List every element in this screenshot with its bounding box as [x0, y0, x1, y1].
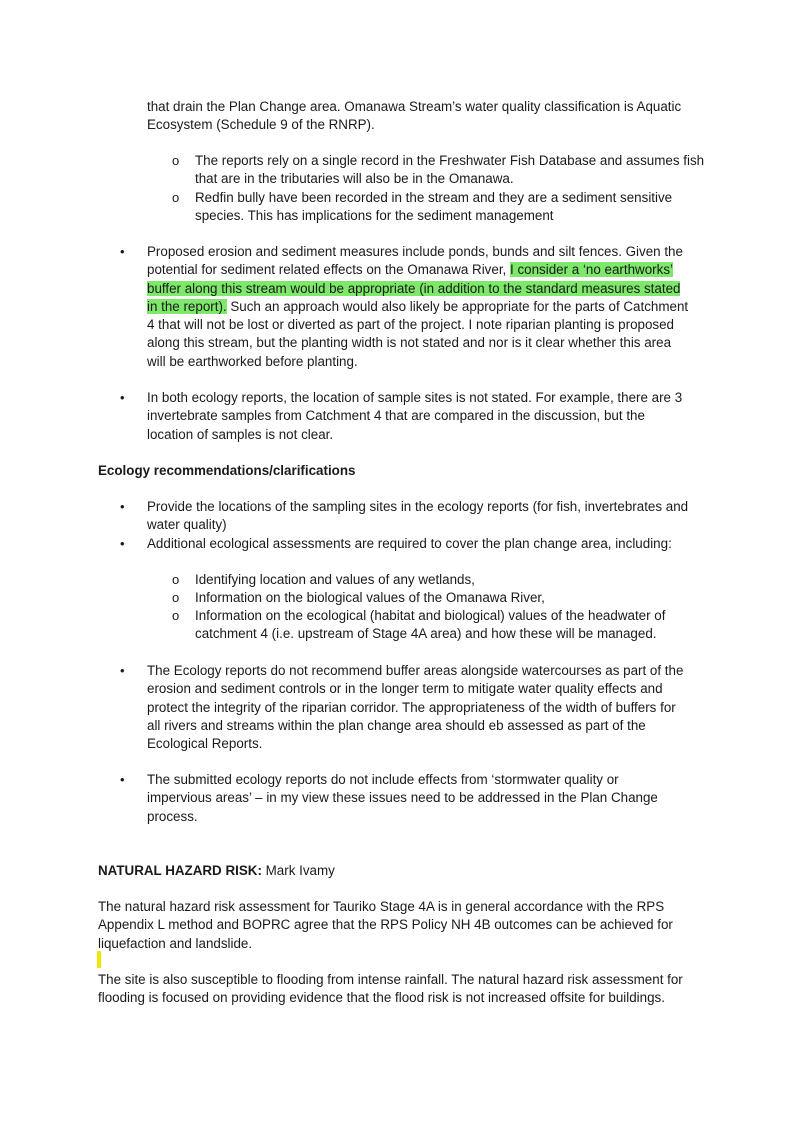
text-line: liquefaction and landslide.: [98, 935, 253, 951]
sub-list-item: [172, 189, 772, 226]
bullet-item-stormwater: [120, 771, 760, 826]
text-line: erosion and sediment controls or in the longer term to mitigate water quality effects and: [147, 681, 663, 697]
yellow-mark-icon: [97, 951, 101, 968]
text-line: Redfin bully have been recorded in the stream and they are a sediment sensitive: [195, 190, 673, 205]
hazard-paragraph-2: [98, 971, 778, 1008]
bullet-icon: •: [120, 772, 125, 787]
bullet-item-locations: [120, 498, 760, 535]
text-run: potential for sediment related effects on the Omanawa River,: [147, 262, 510, 278]
text-line: Appendix L method and BOPRC agree that the RPS Policy NH 4B outcomes can be achieved for: [98, 917, 673, 933]
bullet-item-additional: [120, 535, 760, 553]
text-line: [147, 298, 760, 316]
text-line: water quality): [147, 517, 227, 533]
sub-list-item: [172, 571, 772, 589]
circle-bullet-icon: o: [172, 608, 180, 623]
highlighted-text: in the report).: [147, 298, 227, 314]
highlighted-text: buffer along this stream would be appropriate (in addition to the standard measures stated: [147, 280, 681, 296]
text-line: Provide the locations of the sampling sites in the ecology reports (for fish, invertebrates and: [147, 499, 689, 514]
bullet-item-buffers: [120, 662, 760, 753]
text-run: Such an approach would also likely be appropriate for the parts of Catchment: [226, 298, 689, 314]
circle-bullet-icon: o: [172, 590, 180, 605]
bullet-icon: •: [120, 244, 125, 259]
heading-bold: NATURAL HAZARD RISK:: [98, 863, 262, 878]
bullet-item-erosion: [120, 243, 760, 371]
text-line: that drain the Plan Change area. Omanawa Stream’s water quality classification is Aquatic: [147, 99, 682, 114]
text-line: species. This has implications for the sediment management: [195, 208, 554, 224]
text-line: The reports rely on a single record in the Freshwater Fish Database and assumes fish: [195, 153, 705, 168]
sub-list-item: [172, 607, 772, 644]
text-line: impervious areas’ – in my view these issues need to be addressed in the Plan Change: [147, 790, 658, 806]
text-line: invertebrate samples from Catchment 4 that are compared in the discussion, but the: [147, 408, 645, 424]
edit-marker: [97, 951, 101, 973]
text-line: The Ecology reports do not recommend buffer areas alongside watercourses as part of the: [147, 663, 684, 678]
section-heading-hazard: [98, 862, 335, 880]
circle-bullet-icon: o: [172, 572, 180, 587]
text-line: 4 that will not be lost or diverted as part of the project. I note riparian planting is proposed: [147, 317, 675, 333]
text-line: [147, 280, 760, 298]
text-line: The site is also susceptible to flooding from intense rainfall. The natural hazard risk assessment for: [98, 972, 683, 987]
sub-list-item: [172, 589, 772, 607]
text-line: along this stream, but the planting width is not stated and nor is it clear whether this area: [147, 335, 672, 351]
text-line: Ecological Reports.: [147, 736, 263, 752]
bullet-icon: •: [120, 499, 125, 514]
text-line: The natural hazard risk assessment for Tauriko Stage 4A is in general accordance with the RPS: [98, 899, 665, 914]
text-line: Proposed erosion and sediment measures include ponds, bunds and silt fences. Given the: [147, 244, 683, 259]
text-line: flooding is focused on providing evidence that the flood risk is not increased offsite for buildings.: [98, 990, 665, 1006]
bullet-item-sample-sites: [120, 389, 760, 444]
bullet-icon: •: [120, 390, 125, 405]
text-line: Information on the ecological (habitat and biological) values of the headwater of: [195, 608, 666, 623]
highlighted-text: I consider a ‘no earthworks’: [510, 262, 673, 278]
text-line: will be earthworked before planting.: [147, 353, 358, 369]
circle-bullet-icon: o: [172, 190, 180, 205]
text-line: [147, 261, 760, 279]
bullet-icon: •: [120, 536, 125, 551]
text-line: all rivers and streams within the plan change area should eb assessed as part of the: [147, 717, 646, 733]
text-line: process.: [147, 808, 198, 824]
text-line: location of samples is not clear.: [147, 426, 334, 442]
text-line: catchment 4 (i.e. upstream of Stage 4A area) and how these will be managed.: [195, 626, 657, 642]
text-line: Identifying location and values of any wetlands,: [195, 572, 475, 587]
heading-author: Mark Ivamy: [261, 863, 335, 878]
section-heading: Ecology recommendations/clarifications: [98, 463, 356, 478]
hazard-paragraph-1: [98, 898, 778, 953]
intro-paragraph: [147, 98, 767, 135]
text-line: Ecosystem (Schedule 9 of the RNRP).: [147, 117, 375, 133]
text-line: In both ecology reports, the location of sample sites is not stated. For example, there are 3: [147, 390, 683, 405]
circle-bullet-icon: o: [172, 153, 180, 168]
text-line: protect the integrity of the riparian corridor. The appropriateness of the width of buffers for: [147, 699, 676, 715]
text-line: Information on the biological values of the Omanawa River,: [195, 590, 545, 605]
bullet-icon: •: [120, 663, 125, 678]
text-line: that are in the tributaries will also be in the Omanawa.: [195, 171, 514, 187]
text-line: The submitted ecology reports do not include effects from ‘stormwater quality or: [147, 772, 619, 787]
text-line: Additional ecological assessments are required to cover the plan change area, including:: [147, 536, 672, 551]
sub-list-item: [172, 152, 772, 189]
